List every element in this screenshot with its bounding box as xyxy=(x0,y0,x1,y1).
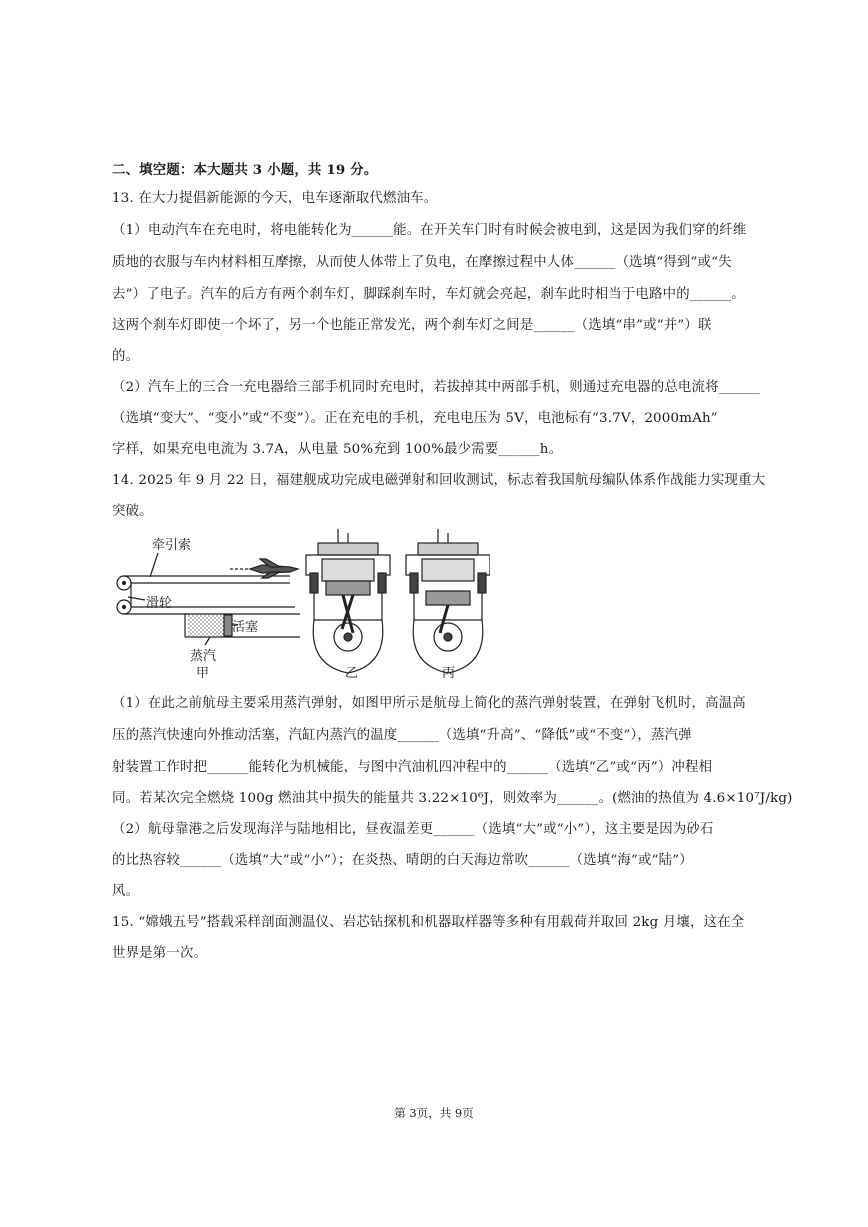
q14-p1-line1: （1）在此之前航母主要采用蒸汽弹射，如图甲所示是航母上简化的蒸汽弹射装置，在弹射飞机时，高温高 xyxy=(112,696,746,711)
label-jia: 甲 xyxy=(196,666,210,681)
label-steam: 蒸汽 xyxy=(190,649,217,664)
q14-p2-line3: 风。 xyxy=(112,884,140,899)
figure-jia-catapult xyxy=(117,553,300,645)
figure-yi-engine xyxy=(306,529,390,673)
label-bing: 丙 xyxy=(442,666,456,681)
figure-bing-engine xyxy=(406,529,490,673)
q14-p1-line2: 压的蒸汽快速向外推动活塞，汽缸内蒸汽的温度______（选填“升高”、“降低”或“不变”），蒸汽弹 xyxy=(112,728,692,743)
q14-stem-line1: 14. 2025 年 9 月 22 日，福建舰成功完成电磁弹射和回收测试，标志着我国航母编队体系作战能力实现重大 xyxy=(112,473,766,488)
q13-p1-line4: 这两个刹车灯即使一个坏了，另一个也能正常发光，两个刹车灯之间是______（选填“串”或“并”）联 xyxy=(112,318,712,333)
label-rope: 牵引索 xyxy=(152,538,192,553)
page-footer: 第 3页，共 9页 xyxy=(394,1106,474,1120)
q13-p2-line1: （2）汽车上的三合一充电器给三部手机同时充电时，若拔掉其中两部手机，则通过充电器的总电流将______ xyxy=(112,380,761,395)
q14-p2-line2: 的比热容较______（选填“大”或“小”）；在炎热、晴朗的白天海边常吹______（选填“海”或“陆”） xyxy=(112,853,693,868)
q15-stem-line2: 世界是第一次。 xyxy=(112,946,208,961)
label-piston: 活塞 xyxy=(232,620,259,635)
q13-p1-line5: 的。 xyxy=(112,349,140,364)
q14-p1-line4: 同。若某次完全燃烧 100g 燃油其中损失的能量共 3.22×10⁶J，则效率为______。(燃油的热值为 4.6×10⁷J/kg) xyxy=(112,791,793,806)
q14-p2-line1: （2）航母靠港之后发现海洋与陆地相比，昼夜温差更______（选填“大”或“小”），这主要是因为砂石 xyxy=(112,822,714,837)
q13-p1-line2: 质地的衣服与车内材料相互摩擦，从而使人体带上了负电，在摩擦过程中人体______（选填“得到”或“失 xyxy=(112,255,732,270)
q13-p1-line1: （1）电动汽车在充电时，将电能转化为______能。在开关车门时有时候会被电到，这是因为我们穿的纤维 xyxy=(112,223,747,238)
q13-stem: 13. 在大力提倡新能源的今天，电车逐渐取代燃油车。 xyxy=(112,191,438,206)
q13-p2-line2: （选填“变大”、“变小”或“不变”）。正在充电的手机，充电电压为 5V，电池标有“3.7V，2000mAh” xyxy=(112,411,718,426)
q14-stem-line2: 突破。 xyxy=(112,504,153,519)
label-yi: 乙 xyxy=(345,666,359,681)
q14-p1-line3: 射装置工作时把______能转化为机械能，与图中汽油机四冲程中的______（选填“乙”或“丙”）冲程相 xyxy=(112,760,713,775)
q14-figure xyxy=(110,525,490,685)
q13-p2-line3: 字样，如果充电电流为 3.7A，从电量 50%充到 100%最少需要______h。 xyxy=(112,442,563,457)
section-heading: 二、填空题：本大题共 3 小题，共 19 分。 xyxy=(112,162,378,178)
q13-p1-line3: 去”）了电子。汽车的后方有两个刹车灯，脚踩刹车时，车灯就会亮起，刹车此时相当于电路中的______。 xyxy=(112,287,745,302)
q15-stem-line1: 15. “嫦娥五号”搭载采样剖面测温仪、岩芯钻探机和机器取样器等多种有用载荷并取回 2kg 月壤，这在全 xyxy=(112,915,745,930)
label-pulley: 滑轮 xyxy=(146,596,173,611)
